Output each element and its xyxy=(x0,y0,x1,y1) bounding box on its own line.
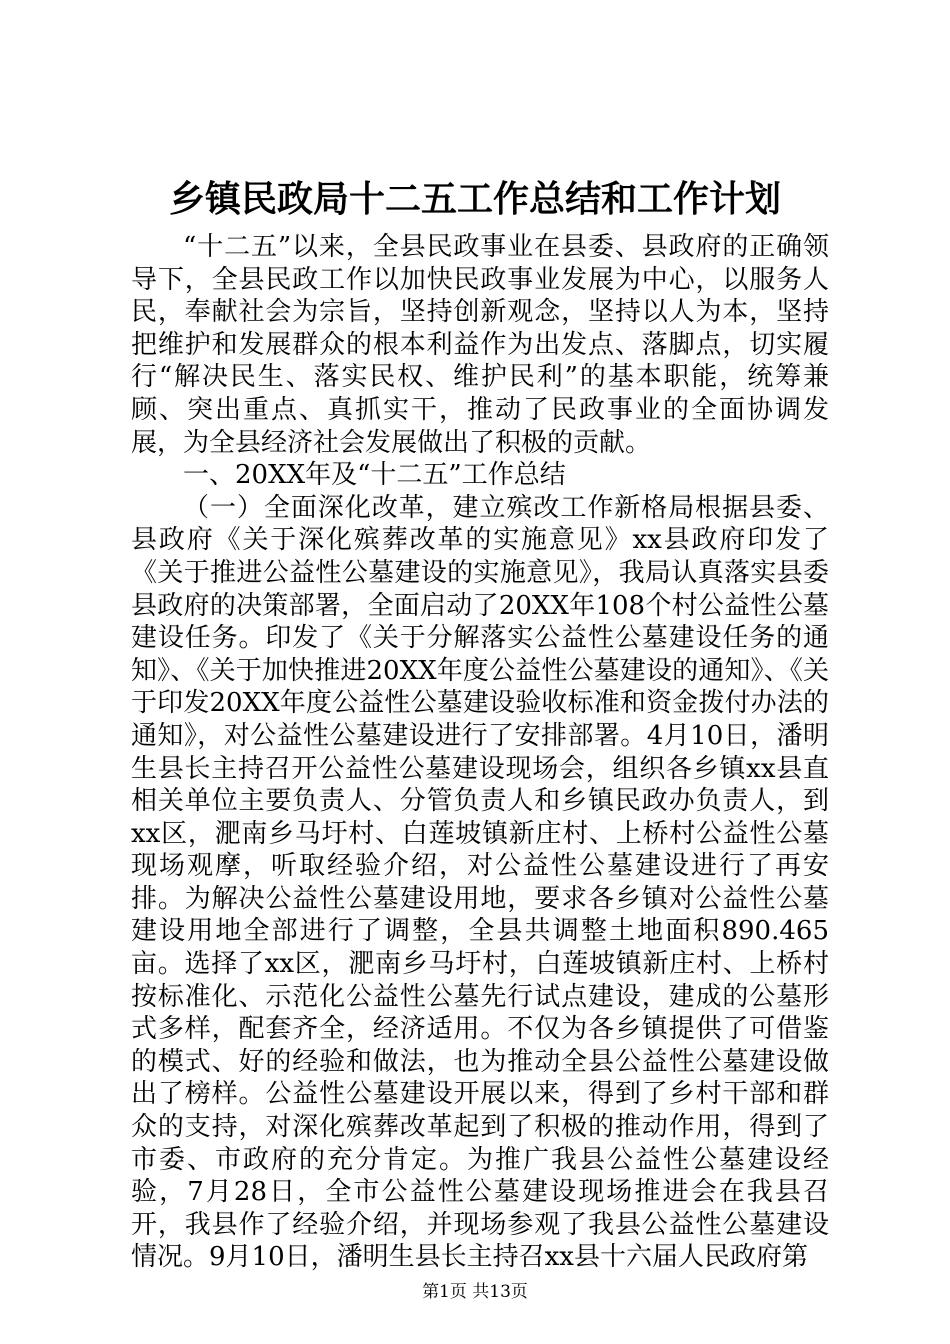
paragraph-intro: “十二五”以来，全县民政事业在县委、县政府的正确领导下，全县民政工作以加快民政事业发展为中心，以服务人民，奉献社会为宗旨，坚持创新观念，坚持以人为本，坚持把维护和发展群众的根本利益作为出发点、落脚点，切实履行“解决民生、落实民权、维护民利”的基本职能，统筹兼顾、突出重点、真抓实干，推动了民政事业的全面协调发展，为全县经济社会发展做出了积极的贡献。 xyxy=(131,232,829,458)
page-number-footer: 第1页 共13页 xyxy=(422,1282,528,1302)
section-heading: 一、20XX年及“十二五”工作总结 xyxy=(183,460,566,491)
document-body xyxy=(131,231,829,1274)
document-title: 乡镇民政局十二五工作总结和工作计划 xyxy=(168,178,781,220)
paragraph-section-1: （一）全面深化改革，建立殡改工作新格局根据县委、县政府《关于深化殡葬改革的实施意见》xx县政府印发了《关于推进公益性公墓建设的实施意见》，我局认真落实县委县政府的决策部署，全面启动了20XX年108个村公益性公墓建设任务。印发了《关于分解落实公益性公墓建设任务的通知》、《关于加快推进20XX年度公益性公墓建设的通知》、《关于印发20XX年度公益性公墓建设验收标准和资金拨付办法的通知》，对公益性公墓建设进行了安排部署。4月10日，潘明生县长主持召开公益性公墓建设现场会，组织各乡镇xx县直相关单位主要负责人、分管负责人和乡镇民政办负责人，到xx区，淝南乡马圩村、白莲坡镇新庄村、上桥村公益性公墓现场观摩，听取经验介绍，对公益性公墓建设进行了再安排。为解决公益性公墓建设用地，要求各乡镇对公益性公墓建设用地全部进行了调整，全县共调整土地面积890.465亩。选择了xx区，淝南乡马圩村，白莲坡镇新庄村、上桥村按标准化、示范化公益性公墓先行试点建设，建成的公墓形式多样，配套齐全，经济适用。不仅为各乡镇提供了可借鉴的模式、好的经验和做法，也为推动全县公益性公墓建设做出了榜样。公益性公墓建设开展以来，得到了乡村干部和群众的支持，对深化殡葬改革起到了积极的推动作用，得到了市委、市政府的充分肯定。为推广我县公益性公墓建设经验，7月28日，全市公益性公墓建设现场推进会在我县召开，我县作了经验介绍，并现场参观了我县公益性公墓建设情况。9月10日，潘明生县长主持召xx县十六届人民政府第 xyxy=(131,492,829,1273)
